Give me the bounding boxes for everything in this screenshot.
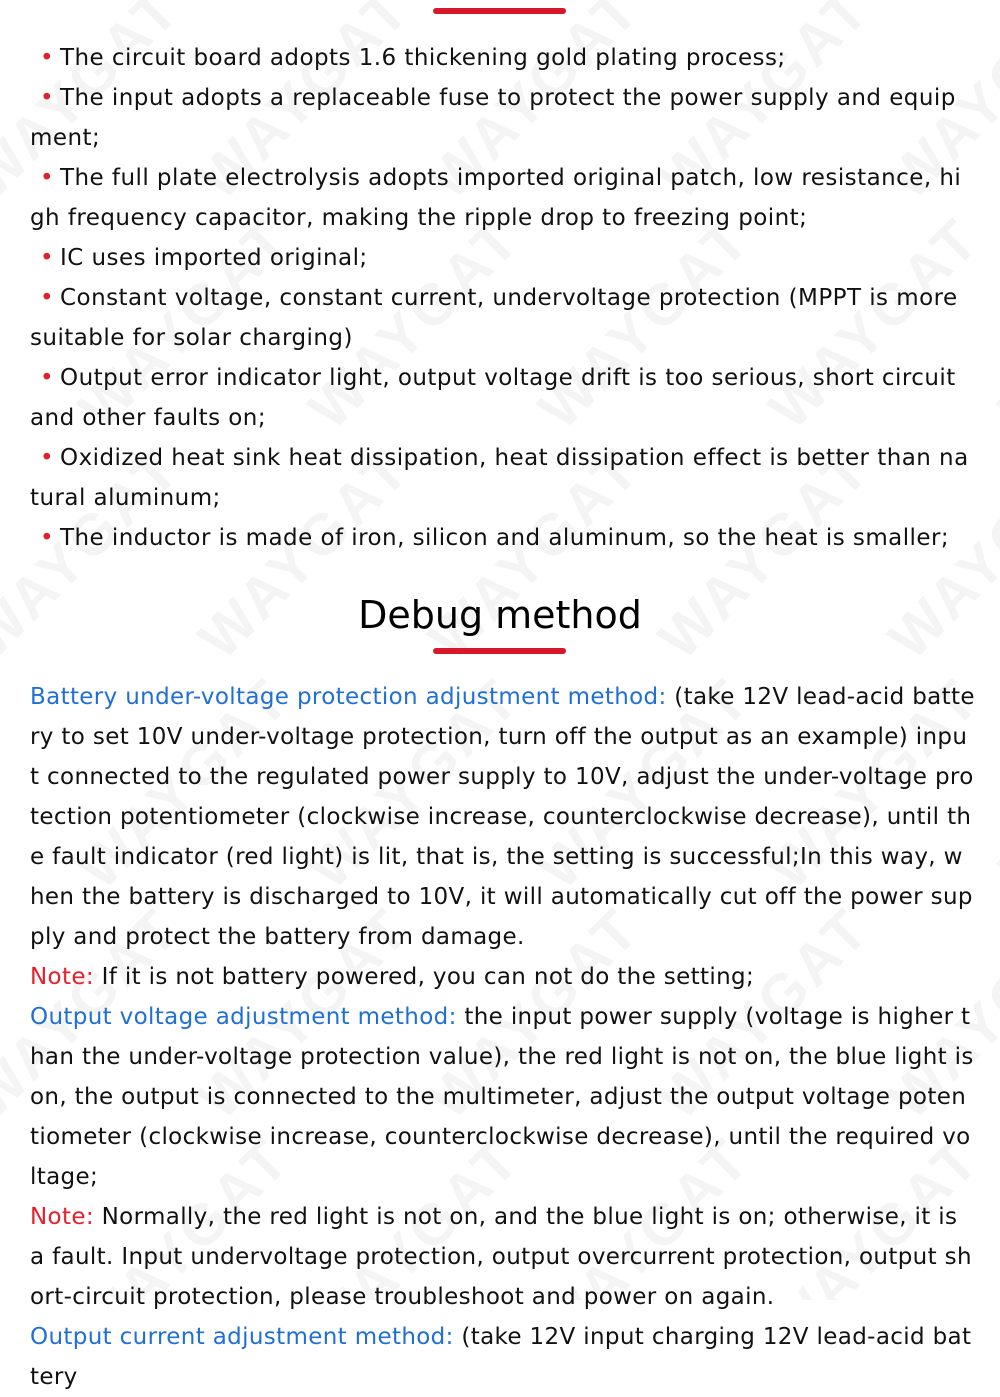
feature-item: • Oxidized heat sink heat dissipation, heat dissipation effect is better than natural aluminum; [30, 438, 975, 518]
bullet-icon: • [40, 285, 55, 311]
battery-method-text: (take 12V lead-acid battery to set 10V under-voltage protection, turn off the output as an example) input connected to the regulated power supply to 10V, adjust the under-voltage protection potentiometer (clockwise increase, counterclockwise decrease), until the fault indicator (red light) is lit, that is, the setting is successful;In this way, when the battery is discharged to 10V, it will automatically cut off the power supply and protect the battery from damage. [30, 684, 975, 950]
feature-list [30, 38, 975, 558]
current-method-heading: Output current adjustment method: [30, 1324, 454, 1350]
current-method-paragraph [30, 1317, 975, 1397]
watermark-text [986, 665, 1000, 903]
title-divider [433, 648, 566, 654]
bullet-icon: • [40, 445, 55, 471]
voltage-method-text: the input power supply (voltage is higher than the under-voltage protection value), the red light is not on, the blue light is on, the output is connected to the multimeter, adjust the output voltage potentiometer (clockwise increase, counterclockwise decrease), until the required voltage; [30, 1004, 974, 1190]
bullet-icon: • [40, 525, 55, 551]
feature-item: • Constant voltage, constant current, undervoltage protection (MPPT is more suitable for solar charging) [30, 278, 975, 358]
note-text: Normally, the red light is not on, and the blue light is on; otherwise, it is a fault. Input undervoltage protection, output overcurrent protection, output short-circuit protection, please troubleshoot and power on again. [30, 1204, 972, 1310]
voltage-method-paragraph [30, 997, 975, 1197]
watermark-text [986, 1125, 1000, 1300]
feature-item: • IC uses imported original; [30, 238, 975, 278]
note-label: Note: [30, 964, 94, 990]
bullet-icon: • [40, 245, 55, 271]
battery-method-heading: Battery under-voltage protection adjustment method: [30, 684, 667, 710]
top-divider [433, 8, 566, 14]
note-text: If it is not battery powered, you can not do the setting; [93, 964, 755, 990]
voltage-method-heading: Output voltage adjustment method: [30, 1004, 457, 1030]
bullet-icon: • [40, 365, 55, 391]
note-paragraph [30, 1197, 975, 1317]
feature-item: • The input adopts a replaceable fuse to protect the power supply and equipment; [30, 78, 975, 158]
feature-item: • The full plate electrolysis adopts imported original patch, low resistance, high frequency capacitor, making the ripple drop to freezing point; [30, 158, 975, 238]
battery-method-paragraph [30, 677, 975, 957]
watermark-text [986, 205, 1000, 443]
debug-instructions [30, 677, 975, 1397]
note-label: Note: [30, 1204, 94, 1230]
bullet-icon: • [40, 45, 55, 71]
section-title: Debug method [358, 593, 642, 637]
feature-item: • The circuit board adopts 1.6 thickening gold plating process; [30, 38, 975, 78]
note-paragraph [30, 957, 975, 997]
feature-item: • Output error indicator light, output voltage drift is too serious, short circuit and other faults on; [30, 358, 975, 438]
bullet-icon: • [40, 165, 55, 191]
feature-item: • The inductor is made of iron, silicon and aluminum, so the heat is smaller; [30, 518, 975, 558]
bullet-icon: • [40, 85, 55, 111]
current-method-text: (take 12V input charging 12V lead-acid battery [30, 1324, 972, 1390]
